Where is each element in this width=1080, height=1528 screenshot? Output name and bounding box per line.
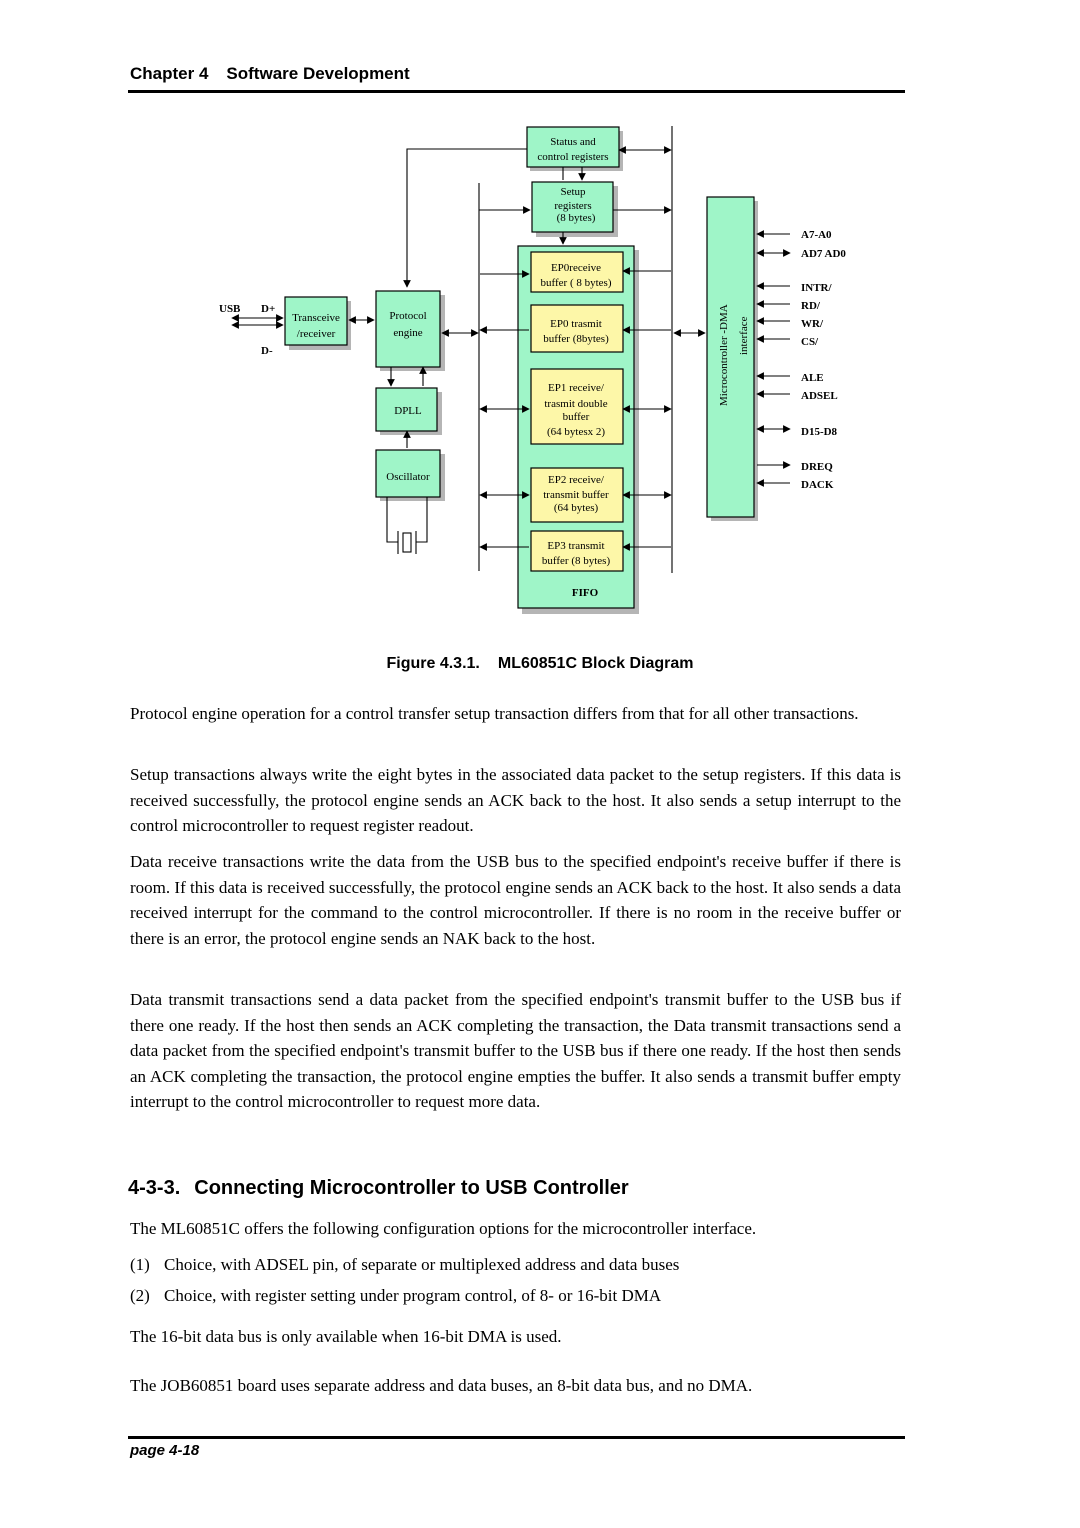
section-number: 4-3-3. xyxy=(128,1177,181,1199)
ep1-label-1: EP1 receive/ xyxy=(548,382,604,394)
pin-label: INTR/ xyxy=(801,282,832,294)
fifo-label: FIFO xyxy=(571,587,599,599)
list-text: Choice, with ADSEL pin, of separate or multiplexed address and data buses xyxy=(164,1255,680,1274)
paragraph: The 16-bit data bus is only available when 16-bit DMA is used. xyxy=(130,1327,562,1346)
section-heading xyxy=(128,1177,629,1200)
footer-rule xyxy=(128,1436,905,1439)
ep0-transmit-label-2: buffer (8bytes) xyxy=(543,333,609,345)
paragraph: The JOB60851 board uses separate address and data buses, an 8-bit data bus, and no DMA. xyxy=(130,1376,753,1395)
status-label-2: control registers xyxy=(537,151,609,163)
transceiver-label-1: Transceive xyxy=(292,312,340,324)
pin-label: ADSEL xyxy=(801,390,838,402)
pin-label: RD/ xyxy=(801,300,820,312)
ep3-label-1: EP3 transmit xyxy=(547,540,605,552)
block-diagram xyxy=(0,0,1080,640)
micro-interface-label-2: interface xyxy=(738,316,750,355)
transceiver-label-2: /receiver xyxy=(296,328,336,340)
paragraph: Setup transactions always write the eight bytes in the associated data packet to the setup registers. If this data is received successfully, the protocol engine sends an ACK back to the host. It also sends a setup interrupt to the control microcontroller to request register readout. xyxy=(130,765,901,835)
protocol-label-2: engine xyxy=(393,327,423,339)
paragraph: Data transmit transactions send a data packet from the specified endpoint's transmit buffer to the USB bus if there one ready. If the host then sends an ACK completing the transaction, the Data transmit transactions send a data packet from the specified endpoint's transmit buffer to the USB bus if there one ready. If the host then sends an ACK completing the transaction, the protocol engine empties the buffer. It also sends a transmit buffer empty interrupt to the control microcontroller to request more data. xyxy=(130,990,901,1111)
pin-label: WR/ xyxy=(801,318,823,330)
paragraph: Data receive transactions write the data from the USB bus to the specified endpoint's receive buffer if there is room. If this data is received successfully, the protocol engine sends an ACK back to the host. It also sends a data received interrupt for the command to the control microcontroller. If there is no room in the receive buffer or there is an error, the protocol engine sends an NAK back to the host. xyxy=(130,852,901,948)
list-item xyxy=(130,1252,679,1277)
ep1-label-3: buffer xyxy=(562,411,590,423)
dpll-label: DPLL xyxy=(394,405,422,417)
ep0-receive-label-1: EP0receive xyxy=(550,262,602,274)
page-number: page 4-18 xyxy=(130,1442,200,1459)
list-number: (1) xyxy=(130,1255,150,1274)
setup-label-3: (8 bytes) xyxy=(556,212,596,224)
usb-label: USB xyxy=(219,303,241,315)
ep0-transmit-label-1: EP0 trasmit xyxy=(550,318,602,330)
paragraph: Protocol engine operation for a control transfer setup transaction differs from that for all other transactions. xyxy=(130,704,859,723)
ep2-label-3: (64 bytes) xyxy=(553,502,599,514)
microcontroller-interface-block xyxy=(707,197,754,517)
list-item xyxy=(130,1283,661,1308)
figure-number: Figure 4.3.1. xyxy=(386,655,480,672)
section-title: Connecting Microcontroller to USB Controller xyxy=(194,1177,629,1199)
figure-title: ML60851C Block Diagram xyxy=(497,655,694,672)
chapter-number: Chapter 4 xyxy=(130,64,209,83)
pin-label: D15-D8 xyxy=(801,426,838,438)
figure-caption xyxy=(0,655,1080,673)
dplus-label: D+ xyxy=(261,303,276,315)
setup-label-1: Setup xyxy=(560,186,586,198)
status-label-1: Status and xyxy=(550,136,596,148)
pin-label: DREQ xyxy=(801,461,833,473)
list-text: Choice, with register setting under program control, of 8- or 16-bit DMA xyxy=(164,1286,662,1305)
chapter-title: Software Development xyxy=(226,64,410,83)
oscillator-label: Oscillator xyxy=(386,471,430,483)
pin-label: CS/ xyxy=(801,336,819,348)
list-number: (2) xyxy=(130,1286,150,1305)
ep2-label-2: transmit buffer xyxy=(543,489,609,501)
setup-label-2: registers xyxy=(554,200,592,212)
pin-label: A7-A0 xyxy=(801,229,832,241)
protocol-label-1: Protocol xyxy=(389,310,427,322)
ep1-label-4: (64 bytesx 2) xyxy=(546,426,606,438)
micro-interface-label-1: Microcontroller -DMA xyxy=(718,304,730,406)
pin-label: ALE xyxy=(801,372,824,384)
ep0-receive-label-2: buffer ( 8 bytes) xyxy=(540,277,612,289)
dminus-label: D- xyxy=(261,345,273,357)
ep3-label-2: buffer (8 bytes) xyxy=(541,555,611,567)
section-intro: The ML60851C offers the following configuration options for the microcontroller interface. xyxy=(130,1219,757,1238)
pin-label: DACK xyxy=(801,479,834,491)
ep2-label-1: EP2 receive/ xyxy=(548,474,604,486)
pin-label: AD7 AD0 xyxy=(801,248,846,260)
ep1-label-2: trasmit double xyxy=(544,398,608,410)
